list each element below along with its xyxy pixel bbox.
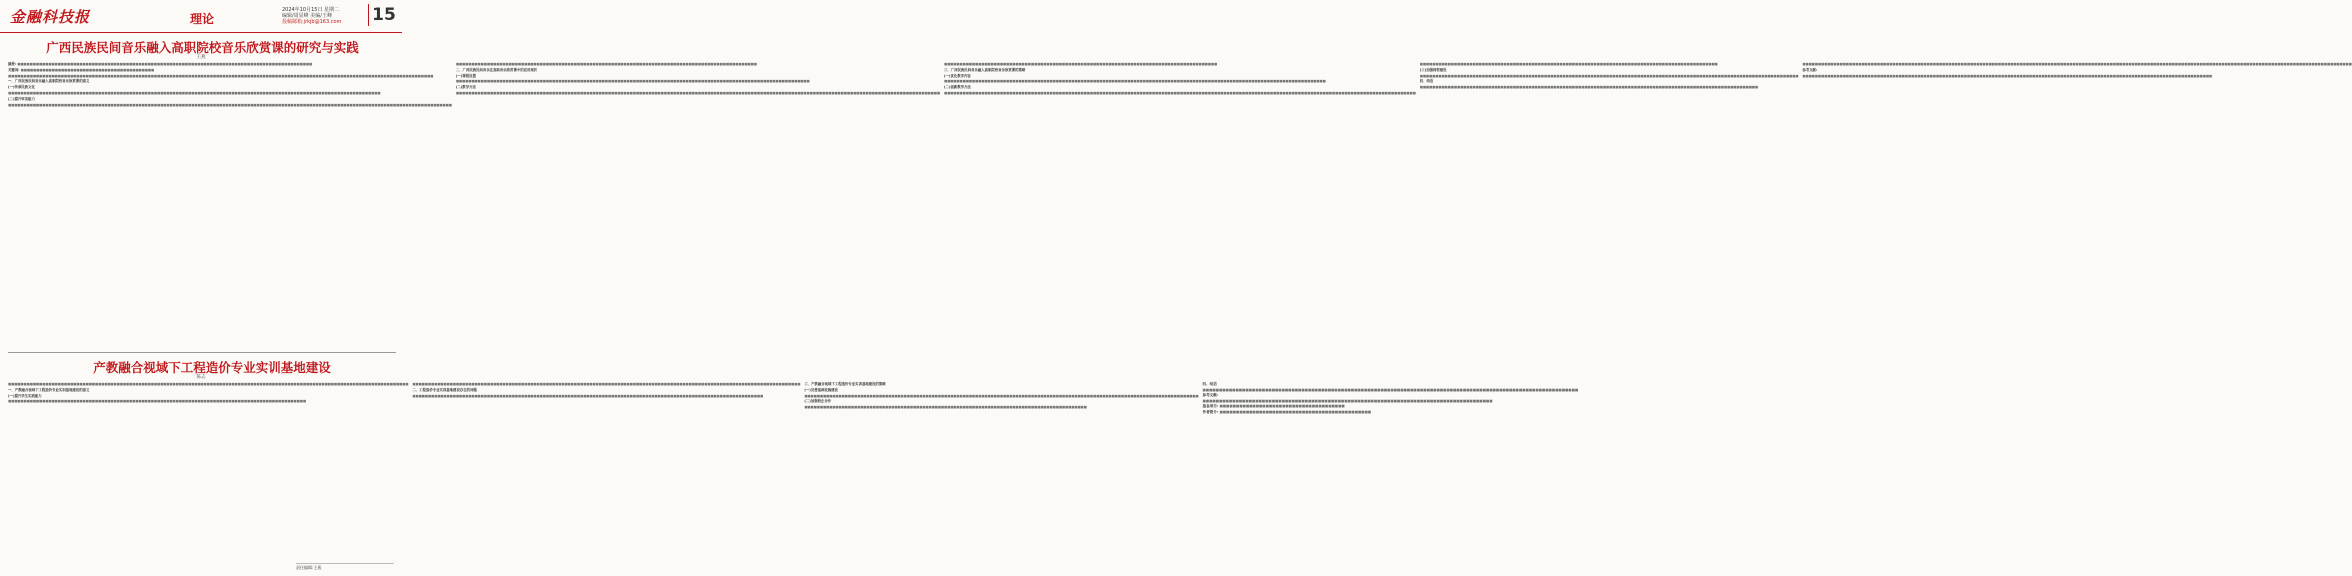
masthead: 金融科技报 xyxy=(10,8,91,26)
page-number: 15 xyxy=(368,4,399,26)
subhead-2-2: (一)提升学生实践能力 xyxy=(8,393,42,398)
subhead-1-5: (一)课程设置 xyxy=(455,73,476,78)
article-2-notes: 四、结语 ■■■■■■■■■■■■■■■■■■■■■■■■■■■■■■■■■■■■■■■■■■■■■■■■■■■■■■■■■■■■■■■■■■■■■■■■■■■■■■■■■■■■■■■■■■■■■■■■■■■■■■■■■■■■■■■■■■ 参考文献: ■■■■■■■■■■■■■■■■■■■■■■■■■■■■■■■■■■■■■■■■■■■■■■■■■■■■■■■■■■■■■■■■■■■■■■■■■■■■■■■■■■■■■■■■ 基金项目: ■■■■■■■■■■■■■■■■■■■■■■■■■■■■■■■■■■■■■■ 作者简介: ■■■■■■■■■■■■■■■■■■■■■■■■■■■■■■■■■■■■■■■■■■■■■■ xyxy=(1202,382,1579,414)
article-1-title: 广西民族民间音乐融入高职院校音乐欣赏课的研究与实践 xyxy=(46,40,359,55)
article-1-col-3: ■■■■■■■■■■■■■■■■■■■■■■■■■■■■■■■■■■■■■■■■■■■■■■■■■■■■■■■■■■■■■■■■■■■■■■■■■■■■■■■■■■■■■■■■ 三、广西民族民间音乐融入高职院校音乐欣赏课的策略 (一)优化教学内容 ■■■■■■■■■■■■■■■■■■■■■■■■■■■■■■■■■■■■■■■■■■■■■■■■■■■■■■■■■■■■■■■■■■■■■■■■■■■■■■■■■■■■■■■■■■■■■■■■■■■■■■■■■■■■■■■■■■■■■■■■■■■ (二)创新教学方法 ■■■■■■■■■■■■■■■■■■■■■■■■■■■■■■■■■■■■■■■■■■■■■■■■■■■■■■■■■■■■■■■■■■■■■■■■■■■■■■■■■■■■■■■■■■■■■■■■■■■■■■■■■■■■■■■■■■■■■■■■■■■■■■■■■■■■■■■■■■■■■■■■■■■■■■■■ xyxy=(943,62,1416,95)
subhead-1-10: (三)加强师资建设 xyxy=(1419,67,1447,72)
subhead-2-7: 四、结语 xyxy=(1202,382,1217,386)
subhead-1-9: (二)创新教学方法 xyxy=(943,85,971,90)
article-2-title: 产教融合视域下工程造价专业实训基地建设 xyxy=(93,360,331,375)
fund-label: 基金项目: xyxy=(1202,404,1219,409)
responsible-editor: 责任编辑:王燕 xyxy=(296,563,394,571)
article-divider xyxy=(8,352,396,353)
article-1-col-2: ■■■■■■■■■■■■■■■■■■■■■■■■■■■■■■■■■■■■■■■■■■■■■■■■■■■■■■■■■■■■■■■■■■■■■■■■■■■■■■■■■■■■■■■■■■■■■■■■■ 二、广西民族民间音乐在高职音乐欣赏课中的应用现状 (一)课程设置 ■■■■■■■■■■■■■■■■■■■■■■■■■■■■■■■■■■■■■■■■■■■■■■■■■■■■■■■■■■■■■■■■■■■■■■■■■■■■■■■■■■■■■■■■■■■■■■■■■■■■■■■■■■■■■■■■■■ (二)教学方法 ■■■■■■■■■■■■■■■■■■■■■■■■■■■■■■■■■■■■■■■■■■■■■■■■■■■■■■■■■■■■■■■■■■■■■■■■■■■■■■■■■■■■■■■■■■■■■■■■■■■■■■■■■■■■■■■■■■■■■■■■■■■■■■■■■■■■■■■■■■■■■■■■■■■■■■■■■■■■ xyxy=(455,62,940,95)
article-2-col-3: 三、产教融合视域下工程造价专业实训基地建设的策略 (一)完善基础设施建设 ■■■■■■■■■■■■■■■■■■■■■■■■■■■■■■■■■■■■■■■■■■■■■■■■■■■■■■■■■■■■■■■■■■■■■■■■■■■■■■■■■■■■■■■■■■■■■■■■■■■■■■■■■■■■■■■■■■■■■■■■■■■■■■■ (二)加强校企合作 ■■■■■■■■■■■■■■■■■■■■■■■■■■■■■■■■■■■■■■■■■■■■■■■■■■■■■■■■■■■■■■■■■■■■■■■■■■■■■■■■■■■■■■■■■■■ xyxy=(804,382,1199,410)
header-meta xyxy=(282,7,341,25)
date-line: 2024年10月15日 星期二 xyxy=(282,7,340,13)
article-2-col-1: ■■■■■■■■■■■■■■■■■■■■■■■■■■■■■■■■■■■■■■■■■■■■■■■■■■■■■■■■■■■■■■■■■■■■■■■■■■■■■■■■■■■■■■■■■■■■■■■■■■■■■■■■■■■■■■■■■■■■■■■■■■■■■■■■■ 一、产教融合视域下工程造价专业实训基地建设的意义 (一)提升学生实践能力 ■■■■■■■■■■■■■■■■■■■■■■■■■■■■■■■■■■■■■■■■■■■■■■■■■■■■■■■■■■■■■■■■■■■■■■■■■■■■■■■■■■■■■■■■■■■■■■■■ xyxy=(8,382,409,404)
email-line: 投稿邮箱:jrkjb@163.com xyxy=(282,19,342,25)
article-1-col-5: ■■■■■■■■■■■■■■■■■■■■■■■■■■■■■■■■■■■■■■■■■■■■■■■■■■■■■■■■■■■■■■■■■■■■■■■■■■■■■■■■■■■■■■■■■■■■■■■■■■■■■■■■■■■■■■■■■■■■■■■■■■■■■■■■■■■■■■■■■■■■■■■■■■■■■■■■■■■■■■■■■■■■■■■■■■■■■■■■■ 参考文献: ■■■■■■■■■■■■■■■■■■■■■■■■■■■■■■■■■■■■■■■■■■■■■■■■■■■■■■■■■■■■■■■■■■■■■■■■■■■■■■■■■■■■■■■■■■■■■■■■■■■■■■■■■■■■■■■■■■■■■■■■■■■■■■■■■■■■ xyxy=(1802,62,2352,78)
keywords-label: 关键词: xyxy=(8,67,20,72)
article-2-author: 陈志 xyxy=(196,375,206,380)
subhead-2-6: (二)加强校企合作 xyxy=(804,399,832,404)
subhead-2-8: 参考文献: xyxy=(1202,393,1219,398)
subhead-1-3: (二)提升审美能力 xyxy=(8,96,35,101)
subhead-1-2: (一)传承民族文化 xyxy=(8,85,35,90)
subhead-1-1: 一、广西民族民间音乐融入高职院校音乐欣赏课的意义 xyxy=(8,79,90,84)
subhead-2-3: 二、工程造价专业实训基地建设存在的问题 xyxy=(412,387,477,392)
subhead-2-1: 一、产教融合视域下工程造价专业实训基地建设的意义 xyxy=(8,387,90,392)
article-1-col-1: 摘要: ■■■■■■■■■■■■■■■■■■■■■■■■■■■■■■■■■■■■■■■■■■■■■■■■■■■■■■■■■■■■■■■■■■■■■■■■■■■■■■■■■■■■■■■■■■■■■■■ 关键词: ■■■■■■■■■■■■■■■■■■■■■■■■■■■■■■■■■■■■■■■■■■■ ■■■■■■■■■■■■■■■■■■■■■■■■■■■■■■■■■■■■■■■■■■■■■■■■■■■■■■■■■■■■■■■■■■■■■■■■■■■■■■■■■■■■■■■■■■■■■■■■■■■■■■■■■■■■■■■■■■■■■■■■■■■■■■■■■■■■■■■■■ 一、广西民族民间音乐融入高职院校音乐欣赏课的意义 (一)传承民族文化 ■■■■■■■■■■■■■■■■■■■■■■■■■■■■■■■■■■■■■■■■■■■■■■■■■■■■■■■■■■■■■■■■■■■■■■■■■■■■■■■■■■■■■■■■■■■■■■■■■■■■■■■■■■■■■■■■■■■■■■■■ (二)提升审美能力 ■■■■■■■■■■■■■■■■■■■■■■■■■■■■■■■■■■■■■■■■■■■■■■■■■■■■■■■■■■■■■■■■■■■■■■■■■■■■■■■■■■■■■■■■■■■■■■■■■■■■■■■■■■■■■■■■■■■■■■■■■■■■■■■■■■■■■■■■■■■■■■■ xyxy=(8,62,452,107)
article-1-author: 王燕 xyxy=(196,55,206,60)
subhead-1-7: 三、广西民族民间音乐融入高职院校音乐欣赏课的策略 xyxy=(943,67,1026,72)
subhead-1-12: 参考文献: xyxy=(1802,67,1818,72)
article-1-col-4: ■■■■■■■■■■■■■■■■■■■■■■■■■■■■■■■■■■■■■■■■■■■■■■■■■■■■■■■■■■■■■■■■■■■■■■■■■■■■■■■■■■■■■■■■■■■■■■■■ (三)加强师资建设 ■■■■■■■■■■■■■■■■■■■■■■■■■■■■■■■■■■■■■■■■■■■■■■■■■■■■■■■■■■■■■■■■■■■■■■■■■■■■■■■■■■■■■■■■■■■■■■■■■■■■■■■■■■■■■■■■■■■■■■■■■■ 四、结语 ■■■■■■■■■■■■■■■■■■■■■■■■■■■■■■■■■■■■■■■■■■■■■■■■■■■■■■■■■■■■■■■■■■■■■■■■■■■■■■■■■■■■■■■■■■■■■■■■■■■■■■■■■■■■■ xyxy=(1419,62,1799,90)
subhead-1-4: 二、广西民族民间音乐在高职音乐欣赏课中的应用现状 xyxy=(455,67,538,72)
abstract-label: 摘要: xyxy=(8,62,17,66)
editor-line: 编辑/周显峰 美编/王峰 xyxy=(282,13,332,19)
subhead-1-6: (二)教学方法 xyxy=(455,85,476,90)
author-bio-label: 作者简介: xyxy=(1202,409,1219,414)
article-1-body xyxy=(8,62,2352,352)
section-label: 理论 xyxy=(190,12,215,26)
article-2-col-4 xyxy=(1202,382,1578,568)
subhead-2-4: 三、产教融合视域下工程造价专业实训基地建设的策略 xyxy=(804,382,886,386)
article-2-col-2: ■■■■■■■■■■■■■■■■■■■■■■■■■■■■■■■■■■■■■■■■■■■■■■■■■■■■■■■■■■■■■■■■■■■■■■■■■■■■■■■■■■■■■■■■■■■■■■■■■■■■■■■■■■■■■■■■■■■■■■■■■■■■■ 二、工程造价专业实训基地建设存在的问题 ■■■■■■■■■■■■■■■■■■■■■■■■■■■■■■■■■■■■■■■■■■■■■■■■■■■■■■■■■■■■■■■■■■■■■■■■■■■■■■■■■■■■■■■■■■■■■■■■■■■■■■■■■■■■■■■■■ xyxy=(412,382,801,398)
subhead-2-5: (一)完善基础设施建设 xyxy=(804,387,838,392)
subhead-1-11: 四、结语 xyxy=(1419,79,1434,84)
article-2-body xyxy=(8,382,1579,568)
subhead-1-8: (一)优化教学内容 xyxy=(943,73,971,78)
page-header xyxy=(0,0,402,33)
